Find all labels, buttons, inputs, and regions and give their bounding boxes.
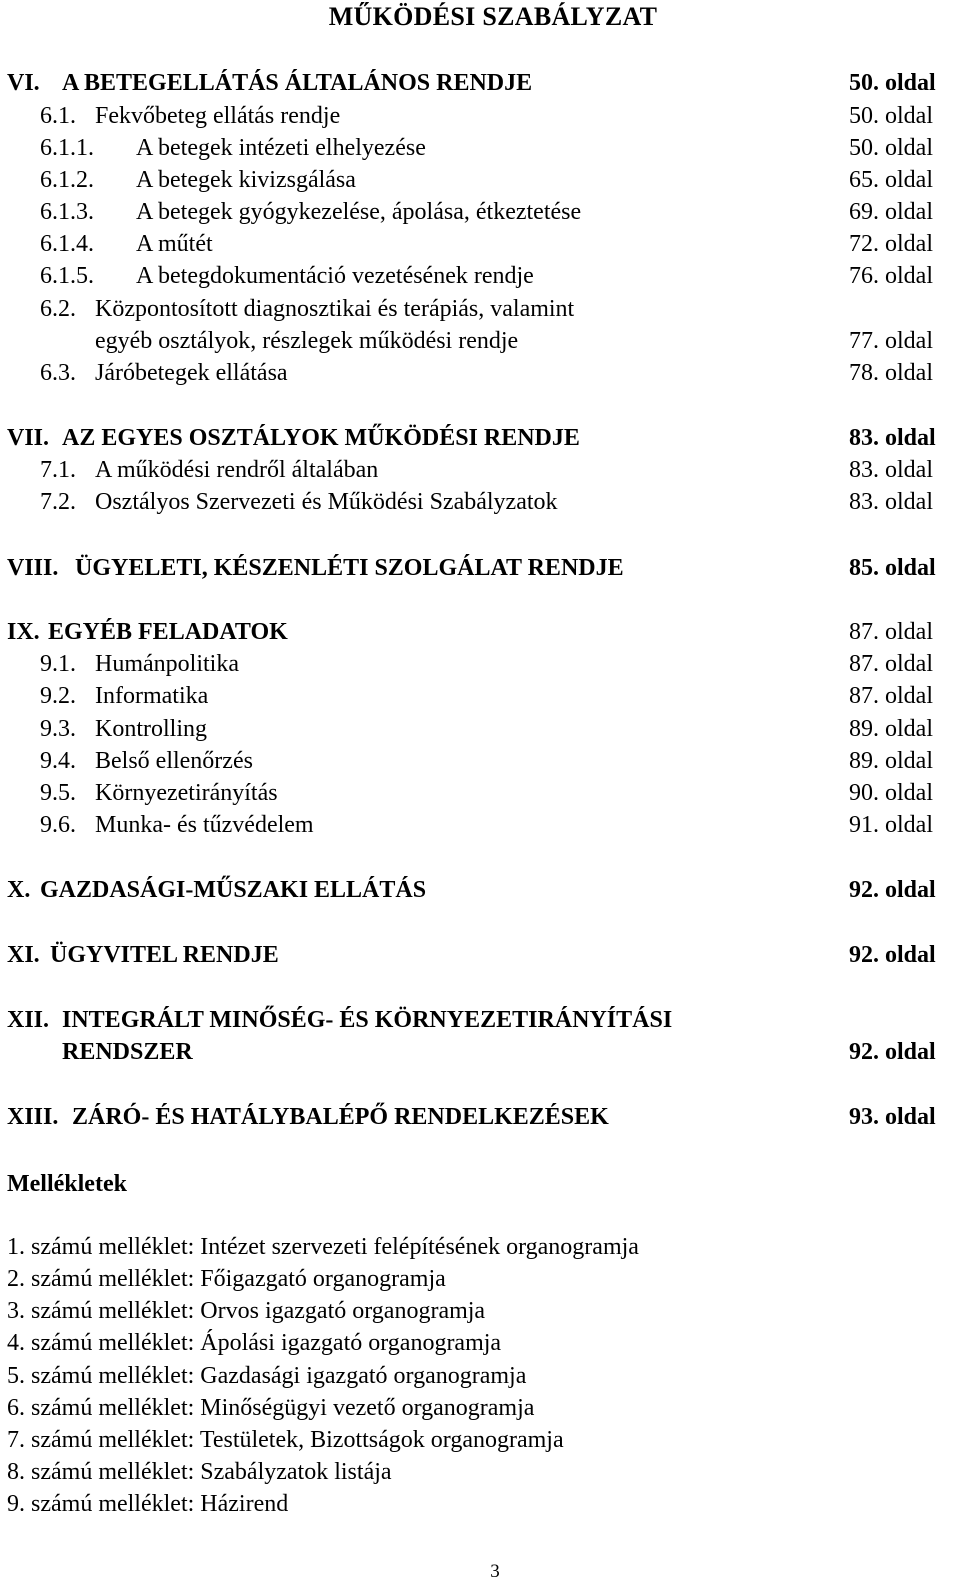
toc-title: INTEGRÁLT MINŐSÉG- ÉS KÖRNYEZETIRÁNYÍTÁSI bbox=[62, 1007, 673, 1033]
toc-number: 6.2. bbox=[40, 296, 76, 322]
toc-page: 76. oldal bbox=[849, 263, 933, 289]
toc-number: 6.1.3. bbox=[40, 199, 94, 225]
toc-number: VII. bbox=[7, 425, 50, 451]
toc-section bbox=[0, 745, 960, 777]
annex-item: 8. számú melléklet: Szabályzatok listája bbox=[7, 1459, 392, 1485]
toc-subsection bbox=[0, 260, 960, 292]
toc-chapter bbox=[0, 1004, 960, 1036]
toc-number: 6.1.1. bbox=[40, 135, 94, 161]
toc-chapter-continued bbox=[0, 1036, 960, 1068]
toc-page: 87. oldal bbox=[849, 619, 933, 645]
toc-title: A betegek kivizsgálása bbox=[136, 167, 356, 193]
toc-subsection bbox=[0, 132, 960, 164]
annex-item: 5. számú melléklet: Gazdasági igazgató organogramja bbox=[7, 1363, 527, 1389]
toc-section bbox=[0, 454, 960, 486]
toc-chapter bbox=[0, 874, 960, 906]
toc-chapter bbox=[0, 939, 960, 971]
annex-item: 9. számú melléklet: Házirend bbox=[7, 1491, 289, 1517]
toc-title: ZÁRÓ- ÉS HATÁLYBALÉPŐ RENDELKEZÉSEK bbox=[72, 1104, 609, 1130]
toc-title: ÜGYVITEL RENDJE bbox=[50, 942, 279, 968]
toc-title: AZ EGYES OSZTÁLYOK MŰKÖDÉSI RENDJE bbox=[62, 425, 580, 451]
toc-number: IX. bbox=[7, 619, 40, 645]
toc-title: Központosított diagnosztikai és terápiás, valamint bbox=[95, 296, 575, 322]
toc-title: RENDSZER bbox=[62, 1039, 193, 1065]
toc-subsection bbox=[0, 196, 960, 228]
toc-section bbox=[0, 293, 960, 325]
annex-item: 1. számú melléklet: Intézet szervezeti felépítésének organogramja bbox=[7, 1234, 639, 1260]
toc-page: 91. oldal bbox=[849, 812, 933, 838]
toc-page: 50. oldal bbox=[849, 135, 933, 161]
toc-page: 89. oldal bbox=[849, 748, 933, 774]
toc-page: 78. oldal bbox=[849, 360, 933, 386]
toc-title: A betegek intézeti elhelyezése bbox=[136, 135, 426, 161]
toc-title: Humánpolitika bbox=[95, 651, 239, 677]
toc-page: 50. oldal bbox=[849, 70, 936, 96]
toc-page: 83. oldal bbox=[849, 457, 933, 483]
toc-page: 92. oldal bbox=[849, 942, 936, 968]
toc-chapter bbox=[0, 67, 960, 99]
toc-subsection bbox=[0, 228, 960, 260]
toc-section bbox=[0, 357, 960, 389]
toc-number: 6.1.4. bbox=[40, 231, 94, 257]
annexes-heading: Mellékletek bbox=[7, 1171, 127, 1197]
toc-page: 65. oldal bbox=[849, 167, 933, 193]
annex-item: 4. számú melléklet: Ápolási igazgató organogramja bbox=[7, 1330, 502, 1356]
toc-number: VI. bbox=[7, 70, 40, 96]
annex-item: 3. számú melléklet: Orvos igazgató organogramja bbox=[7, 1298, 486, 1324]
toc-title: GAZDASÁGI-MŰSZAKI ELLÁTÁS bbox=[40, 877, 427, 903]
toc-page: 69. oldal bbox=[849, 199, 933, 225]
toc-page: 72. oldal bbox=[849, 231, 933, 257]
toc-chapter bbox=[0, 1101, 960, 1133]
toc-chapter bbox=[0, 422, 960, 454]
toc-page: 93. oldal bbox=[849, 1104, 936, 1130]
toc-page: 85. oldal bbox=[849, 555, 936, 581]
toc-section bbox=[0, 486, 960, 518]
annex-item: 6. számú melléklet: Minőségügyi vezető organogramja bbox=[7, 1395, 535, 1421]
toc-section bbox=[0, 713, 960, 745]
toc-number: 9.6. bbox=[40, 812, 76, 838]
toc-page: 89. oldal bbox=[849, 716, 933, 742]
toc-number: 6.1.2. bbox=[40, 167, 94, 193]
toc-chapter bbox=[0, 552, 960, 584]
page-number: 3 bbox=[490, 1561, 500, 1582]
toc-number: 7.2. bbox=[40, 489, 76, 515]
page-title: MŰKÖDÉSI SZABÁLYZAT bbox=[328, 2, 658, 31]
toc-title: A BETEGELLÁTÁS ÁLTALÁNOS RENDJE bbox=[62, 70, 533, 96]
toc-number: 6.1.5. bbox=[40, 263, 94, 289]
toc-title: Belső ellenőrzés bbox=[95, 748, 253, 774]
toc-number: XIII. bbox=[7, 1104, 59, 1130]
toc-title: A műtét bbox=[136, 231, 213, 257]
toc-number: 9.1. bbox=[40, 651, 76, 677]
toc-title: Informatika bbox=[95, 683, 209, 709]
toc-title: A működési rendről általában bbox=[95, 457, 379, 483]
toc-section bbox=[0, 100, 960, 132]
toc-page: 83. oldal bbox=[849, 489, 933, 515]
annex-item: 7. számú melléklet: Testületek, Bizottságok organogramja bbox=[7, 1427, 564, 1453]
annex-item: 2. számú melléklet: Főigazgató organogramja bbox=[7, 1266, 446, 1292]
toc-title: Osztályos Szervezeti és Működési Szabályzatok bbox=[95, 489, 558, 515]
toc-section bbox=[0, 680, 960, 712]
toc-section bbox=[0, 777, 960, 809]
toc-number: 6.1. bbox=[40, 103, 76, 129]
toc-title: egyéb osztályok, részlegek működési rendje bbox=[95, 328, 519, 354]
toc-number: VIII. bbox=[7, 555, 59, 581]
toc-section bbox=[0, 648, 960, 680]
toc-page: 87. oldal bbox=[849, 683, 933, 709]
toc-title: Kontrolling bbox=[95, 716, 207, 742]
toc-title: Járóbetegek ellátása bbox=[95, 360, 288, 386]
toc-number: 7.1. bbox=[40, 457, 76, 483]
toc-number: 9.5. bbox=[40, 780, 76, 806]
toc-number: 6.3. bbox=[40, 360, 76, 386]
toc-number: XII. bbox=[7, 1007, 50, 1033]
toc-page: 87. oldal bbox=[849, 651, 933, 677]
toc-title: Fekvőbeteg ellátás rendje bbox=[95, 103, 341, 129]
toc-title: EGYÉB FELADATOK bbox=[48, 619, 288, 645]
toc-title: ÜGYELETI, KÉSZENLÉTI SZOLGÁLAT RENDJE bbox=[75, 555, 624, 581]
toc-title: Munka- és tűzvédelem bbox=[95, 812, 314, 838]
toc-title: Környezetirányítás bbox=[95, 780, 278, 806]
toc-title: A betegdokumentáció vezetésének rendje bbox=[136, 263, 534, 289]
toc-number: 9.3. bbox=[40, 716, 76, 742]
toc-page: 90. oldal bbox=[849, 780, 933, 806]
toc-page: 50. oldal bbox=[849, 103, 933, 129]
toc-page: 92. oldal bbox=[849, 1039, 936, 1065]
toc-title: A betegek gyógykezelése, ápolása, étkeztetése bbox=[136, 199, 582, 225]
toc-number: XI. bbox=[7, 942, 40, 968]
toc-number: X. bbox=[7, 877, 31, 903]
toc-section bbox=[0, 809, 960, 841]
toc-subsection bbox=[0, 164, 960, 196]
toc-chapter bbox=[0, 616, 960, 648]
toc-number: 9.2. bbox=[40, 683, 76, 709]
toc-number: 9.4. bbox=[40, 748, 76, 774]
toc-page: 83. oldal bbox=[849, 425, 936, 451]
toc-page: 92. oldal bbox=[849, 877, 936, 903]
toc-page: 77. oldal bbox=[849, 328, 933, 354]
toc-section-continued bbox=[0, 325, 960, 357]
